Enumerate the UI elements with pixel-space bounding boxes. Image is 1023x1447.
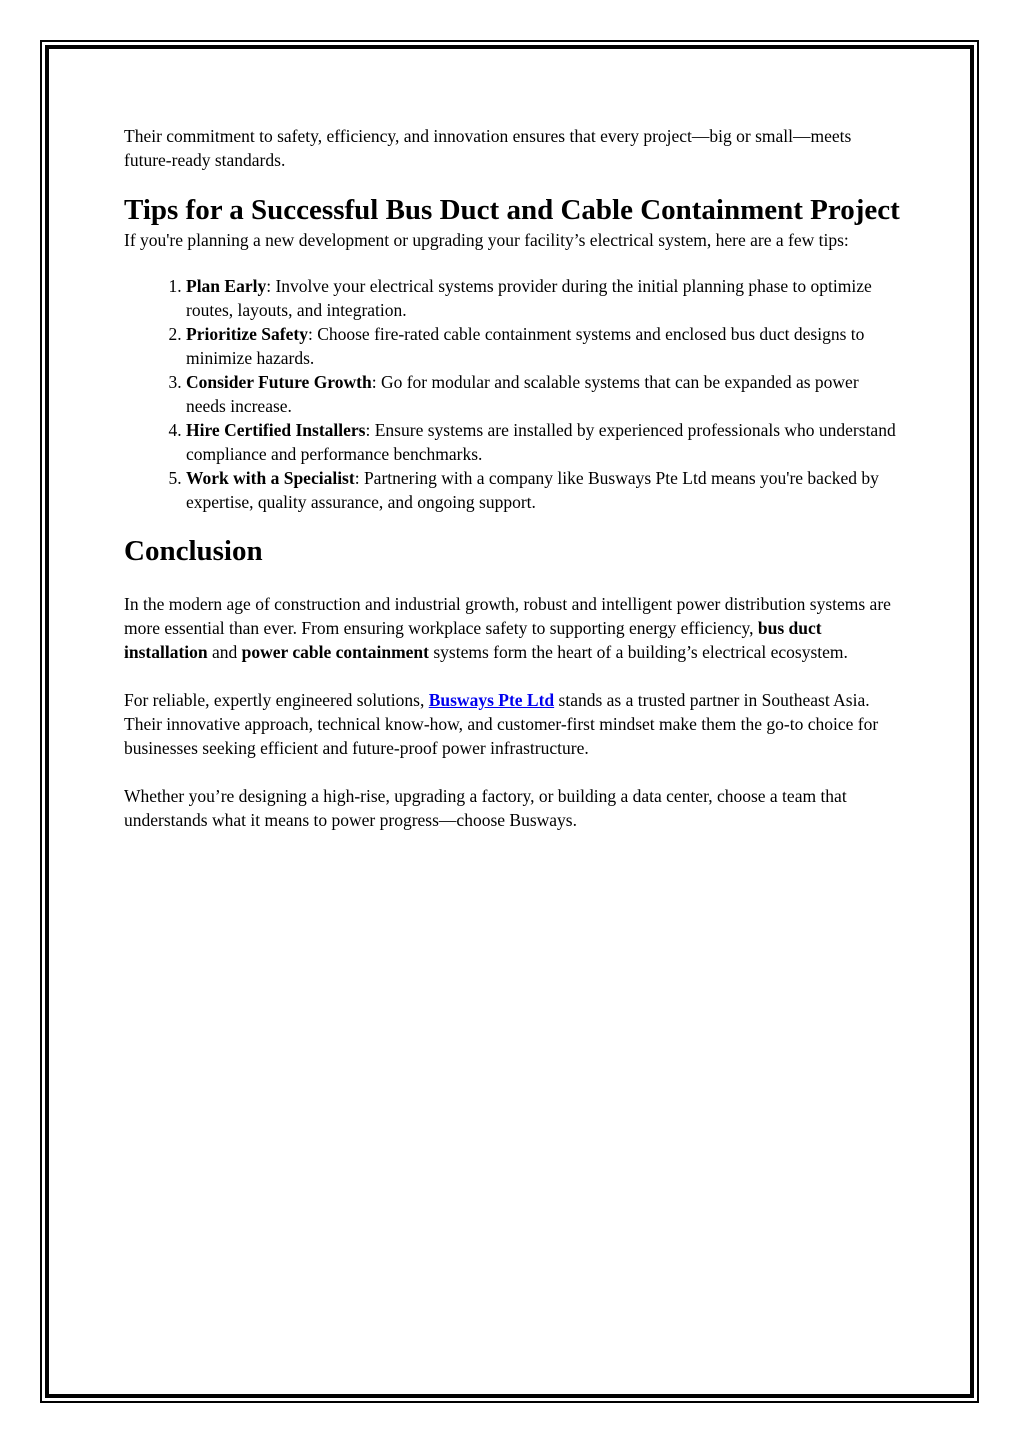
conclusion-paragraph-2 (124, 688, 902, 760)
busways-link[interactable]: Busways Pte Ltd (428, 690, 555, 710)
tip-item-prioritize-safety (186, 322, 902, 370)
conclusion-p1-text-1: In the modern age of construction and industrial growth, robust and intelligent power distribution systems are more essential than ever. From ensuring workplace safety to supporting energy efficiency, (124, 594, 891, 638)
conclusion-p1-bold-bus-duct: bus duct installation (124, 618, 822, 662)
tip-text: : Choose fire-rated cable containment systems and enclosed bus duct designs to minimize hazards. (186, 324, 865, 368)
tip-title: Plan Early (186, 276, 267, 296)
tip-text: : Partnering with a company like Busways Pte Ltd means you're backed by expertise, quality assurance, and ongoing support. (186, 468, 879, 512)
tips-heading: Tips for a Successful Bus Duct and Cable Containment Project (124, 194, 900, 226)
tips-list (124, 274, 902, 514)
tip-title: Hire Certified Installers (186, 420, 366, 440)
tip-item-consider-future-growth (186, 370, 902, 418)
tips-intro-paragraph: If you're planning a new development or upgrading your facility’s electrical system, here are a few tips: (124, 230, 849, 250)
tip-item-hire-certified-installers (186, 418, 902, 466)
tip-text: : Ensure systems are installed by experienced professionals who understand compliance and performance benchmarks. (186, 420, 896, 464)
tip-title: Prioritize Safety (186, 324, 308, 344)
tip-item-plan-early (186, 274, 902, 322)
conclusion-p1-text-3: systems form the heart of a building’s electrical ecosystem. (428, 642, 848, 662)
conclusion-paragraph-3: Whether you’re designing a high-rise, upgrading a factory, or building a data center, choose a team that understands what it means to power progress—choose Busways. (124, 786, 847, 830)
tip-text: : Involve your electrical systems provider during the initial planning phase to optimize routes, layouts, and integration. (186, 276, 872, 320)
conclusion-p2-text-2: stands as a trusted partner in Southeast Asia. Their innovative approach, technical know-how, and customer-first mindset make them the go-to choice for businesses seeking efficient and future-proof power infrastructure. (124, 690, 879, 758)
tip-title: Consider Future Growth (186, 372, 372, 392)
conclusion-p1-bold-cable-containment: power cable containment (241, 642, 429, 662)
document-content (124, 124, 902, 832)
intro-paragraph: Their commitment to safety, efficiency, and innovation ensures that every project—big or small—meets future-ready standards. (124, 126, 852, 170)
conclusion-heading: Conclusion (124, 535, 263, 567)
tip-title: Work with a Specialist (186, 468, 355, 488)
conclusion-p2-text-1: For reliable, expertly engineered solutions, (124, 690, 429, 710)
tip-text: : Go for modular and scalable systems that can be expanded as power needs increase. (186, 372, 859, 416)
conclusion-p1-text-2: and (207, 642, 242, 662)
tip-item-work-with-specialist (186, 466, 902, 514)
conclusion-paragraph-1 (124, 592, 902, 664)
